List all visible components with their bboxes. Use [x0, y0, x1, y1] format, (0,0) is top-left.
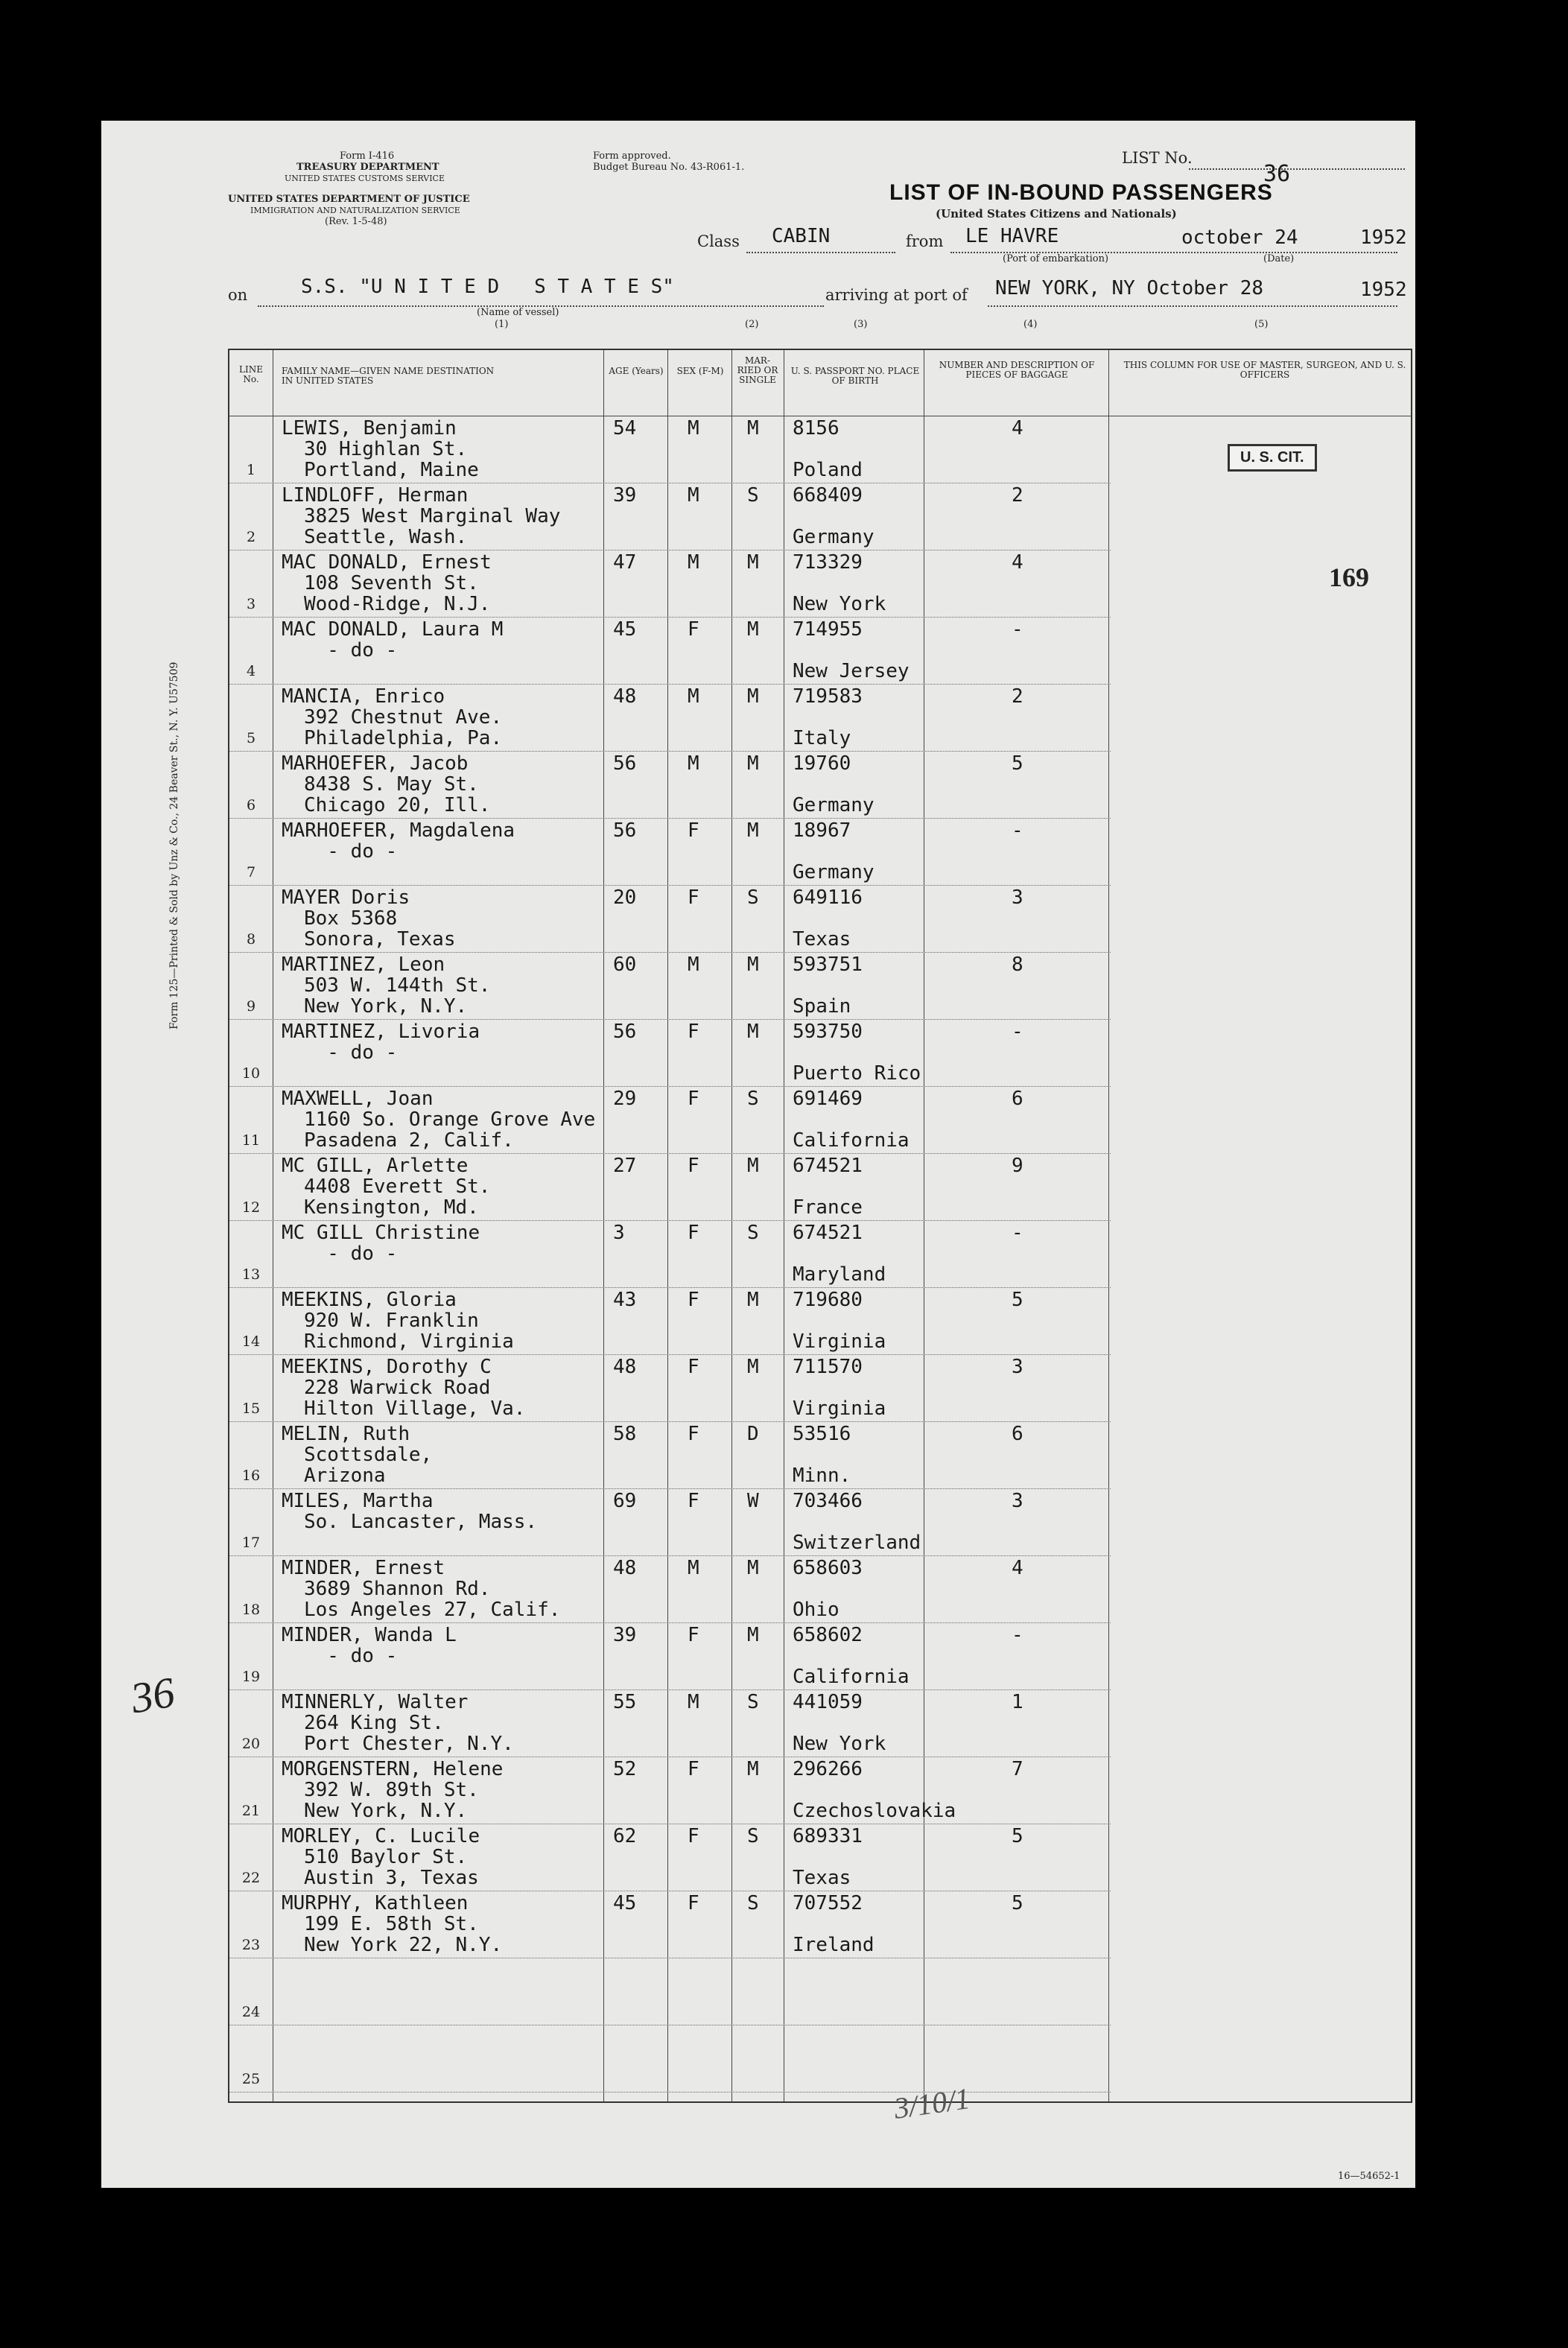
- place-of-birth: Puerto Rico: [793, 1062, 921, 1085]
- passenger-marital-status: D: [747, 1423, 759, 1445]
- row-divider: [229, 1689, 1111, 1690]
- passenger-address: 3689 Shannon Rd.: [304, 1578, 491, 1600]
- passenger-address: - do -: [304, 1243, 398, 1265]
- passenger-name: MURPHY, Kathleen: [282, 1892, 469, 1914]
- passenger-address: 392 Chestnut Ave.: [304, 706, 503, 729]
- passenger-age: 69: [613, 1490, 637, 1512]
- passenger-address: 3825 West Marginal Way: [304, 505, 561, 527]
- place-of-birth: Virginia: [793, 1330, 886, 1353]
- passenger-city: Richmond, Virginia: [304, 1330, 514, 1353]
- embark-year: 1952: [1360, 226, 1407, 249]
- passenger-name: MARHOEFER, Jacob: [282, 752, 469, 775]
- passenger-age: 56: [613, 819, 637, 842]
- form-approved: Form approved.: [593, 150, 671, 162]
- row-divider: [229, 1354, 1111, 1355]
- col-header-line: LINE No.: [239, 364, 263, 384]
- passenger-city: Austin 3, Texas: [304, 1867, 479, 1889]
- col-header-baggage: NUMBER AND DESCRIPTION OF PIECES OF BAGGAGE: [939, 360, 1095, 380]
- row-divider: [229, 1220, 1111, 1221]
- us-citizen-stamp: U. S. CIT.: [1228, 444, 1317, 472]
- passenger-address: - do -: [304, 1041, 398, 1064]
- passenger-marital-status: S: [747, 1222, 759, 1244]
- line-number: 17: [241, 1535, 261, 1551]
- line-number: 15: [241, 1400, 261, 1417]
- vessel-name: S.S. "U N I T E D S T A T E S": [301, 276, 674, 298]
- line-number: 8: [246, 931, 256, 948]
- place-of-birth: New Jersey: [793, 660, 910, 682]
- row-divider: [229, 1153, 1111, 1154]
- line-number: 16: [241, 1468, 261, 1484]
- passenger-address: 30 Highlan St.: [304, 438, 468, 460]
- baggage-count: 7: [1012, 1758, 1023, 1780]
- passenger-marital-status: S: [747, 1892, 759, 1914]
- embark-date: october 24: [1181, 226, 1298, 249]
- vessel-caption: (Name of vessel): [477, 307, 559, 318]
- passenger-name: MINDER, Ernest: [282, 1557, 445, 1579]
- passport-number: 719583: [793, 685, 863, 708]
- dept-justice: UNITED STATES DEPARTMENT OF JUSTICE: [228, 194, 470, 205]
- passport-number: 707552: [793, 1892, 863, 1914]
- passenger-address: - do -: [304, 639, 398, 661]
- passenger-marital-status: M: [747, 1758, 759, 1780]
- baggage-count: 8: [1012, 954, 1023, 976]
- passport-number: 668409: [793, 484, 863, 507]
- dept-ins: IMMIGRATION AND NATURALIZATION SERVICE: [250, 206, 460, 215]
- passenger-city: New York 22, N.Y.: [304, 1934, 503, 1956]
- from-label: from: [906, 232, 944, 250]
- passenger-sex: M: [688, 685, 699, 708]
- passenger-name: MAYER Doris: [282, 886, 410, 909]
- baggage-count: 5: [1012, 1892, 1023, 1914]
- passport-number: 691469: [793, 1088, 863, 1110]
- passenger-age: 60: [613, 954, 637, 976]
- passenger-sex: M: [688, 1691, 699, 1713]
- row-divider: [229, 751, 1111, 752]
- col-header-age: AGE (Years): [609, 366, 664, 376]
- passenger-name: MARTINEZ, Livoria: [282, 1021, 480, 1043]
- passenger-name: LEWIS, Benjamin: [282, 417, 457, 440]
- passport-number: 441059: [793, 1691, 863, 1713]
- line-number: 6: [246, 797, 256, 813]
- passenger-marital-status: M: [747, 618, 759, 641]
- place-of-birth: Germany: [793, 861, 875, 883]
- col-header-passport: U. S. PASSPORT NO. PLACE OF BIRTH: [790, 366, 920, 386]
- passenger-table: [228, 349, 1412, 2103]
- line-number: 10: [241, 1065, 261, 1082]
- passport-number: 719680: [793, 1289, 863, 1311]
- passport-number: 674521: [793, 1222, 863, 1244]
- passenger-name: MORGENSTERN, Helene: [282, 1758, 504, 1780]
- passenger-address: Scottsdale,: [304, 1444, 433, 1466]
- baggage-count: 6: [1012, 1423, 1023, 1445]
- handwritten-note: 3/10/1: [892, 2081, 972, 2125]
- passenger-sex: M: [688, 417, 699, 440]
- line-number: 25: [241, 2071, 261, 2087]
- row-divider: [229, 1287, 1111, 1288]
- passenger-name: MINNERLY, Walter: [282, 1691, 469, 1713]
- passenger-marital-status: M: [747, 551, 759, 574]
- passenger-name: MEEKINS, Gloria: [282, 1289, 457, 1311]
- place-of-birth: Italy: [793, 727, 851, 749]
- passenger-address: 228 Warwick Road: [304, 1377, 491, 1399]
- row-divider: [229, 1421, 1111, 1422]
- passenger-age: 39: [613, 484, 637, 507]
- manifest-subtitle: (United States Citizens and Nationals): [936, 207, 1177, 220]
- passenger-sex: F: [688, 1758, 699, 1780]
- passenger-sex: M: [688, 484, 699, 507]
- place-of-birth: Minn.: [793, 1465, 851, 1487]
- passenger-age: 27: [613, 1155, 637, 1177]
- passenger-sex: F: [688, 1892, 699, 1914]
- passenger-sex: M: [688, 752, 699, 775]
- passenger-city: Seattle, Wash.: [304, 526, 468, 548]
- row-divider: [229, 1555, 1111, 1556]
- passenger-address: 920 W. Franklin: [304, 1310, 479, 1332]
- place-of-birth: Ohio: [793, 1599, 839, 1621]
- passenger-marital-status: M: [747, 1356, 759, 1378]
- passenger-marital-status: M: [747, 1624, 759, 1646]
- row-divider: [229, 818, 1111, 819]
- passenger-address: 510 Baylor St.: [304, 1846, 468, 1868]
- passenger-name: MC GILL Christine: [282, 1222, 480, 1244]
- baggage-count: 6: [1012, 1088, 1023, 1110]
- place-of-birth: Texas: [793, 928, 851, 951]
- passenger-marital-status: M: [747, 685, 759, 708]
- place-of-birth: Texas: [793, 1867, 851, 1889]
- list-no-label: LIST No.: [1122, 149, 1193, 167]
- line-number: 9: [246, 998, 256, 1015]
- passenger-address: 1160 So. Orange Grove Ave: [304, 1108, 596, 1131]
- passport-number: 19760: [793, 752, 851, 775]
- passenger-age: 52: [613, 1758, 637, 1780]
- form-number: Form I-416: [340, 150, 395, 162]
- class-value: CABIN: [772, 225, 831, 247]
- baggage-count: 3: [1012, 1490, 1023, 1512]
- passenger-age: 62: [613, 1825, 637, 1847]
- place-of-birth: Spain: [793, 995, 851, 1018]
- passenger-age: 58: [613, 1423, 637, 1445]
- passenger-name: LINDLOFF, Herman: [282, 484, 469, 507]
- passenger-age: 56: [613, 752, 637, 775]
- passenger-age: 43: [613, 1289, 637, 1311]
- place-of-birth: Poland: [793, 459, 863, 481]
- passenger-name: MAXWELL, Joan: [282, 1088, 434, 1110]
- form-revision: (Rev. 1-5-48): [325, 216, 387, 227]
- passenger-city: Los Angeles 27, Calif.: [304, 1599, 561, 1621]
- line-number: 4: [246, 663, 256, 679]
- passenger-name: MARTINEZ, Leon: [282, 954, 445, 976]
- footer-code: 16—54652-1: [1338, 2171, 1400, 2182]
- passenger-name: MANCIA, Enrico: [282, 685, 445, 708]
- passenger-age: 39: [613, 1624, 637, 1646]
- col-number: (2): [745, 319, 759, 330]
- passenger-address: - do -: [304, 840, 398, 863]
- passenger-marital-status: M: [747, 752, 759, 775]
- on-label: on: [228, 286, 248, 304]
- passport-number: 658603: [793, 1557, 863, 1579]
- baggage-count: 1: [1012, 1691, 1023, 1713]
- passport-number: 593751: [793, 954, 863, 976]
- line-number: 1: [246, 462, 256, 478]
- baggage-count: -: [1012, 819, 1023, 842]
- arriving-label: arriving at port of: [825, 286, 968, 304]
- passenger-city: Port Chester, N.Y.: [304, 1733, 514, 1755]
- passenger-sex: M: [688, 954, 699, 976]
- passport-number: 714955: [793, 618, 863, 641]
- arrival-line: [988, 305, 1397, 307]
- passenger-address: 8438 S. May St.: [304, 773, 479, 796]
- passport-number: 296266: [793, 1758, 863, 1780]
- baggage-count: 2: [1012, 484, 1023, 507]
- passenger-sex: F: [688, 1155, 699, 1177]
- passenger-city: New York, N.Y.: [304, 1800, 468, 1822]
- passenger-name: MEEKINS, Dorothy C: [282, 1356, 492, 1378]
- col-header-name: FAMILY NAME—GIVEN NAME DESTINATION IN UNITED STATES: [282, 366, 495, 386]
- passenger-city: Sonora, Texas: [304, 928, 456, 951]
- line-number: 7: [246, 864, 256, 880]
- passenger-name: MAC DONALD, Ernest: [282, 551, 492, 574]
- passenger-city: Philadelphia, Pa.: [304, 727, 503, 749]
- line-number: 20: [241, 1736, 261, 1752]
- passport-number: 593750: [793, 1021, 863, 1043]
- row-divider: [229, 1622, 1111, 1623]
- passenger-name: MINDER, Wanda L: [282, 1624, 457, 1646]
- baggage-count: 4: [1012, 551, 1023, 574]
- passenger-marital-status: S: [747, 1088, 759, 1110]
- passenger-city: Wood-Ridge, N.J.: [304, 593, 491, 615]
- row-divider: [229, 617, 1111, 618]
- passenger-sex: M: [688, 551, 699, 574]
- passenger-sex: M: [688, 1557, 699, 1579]
- baggage-count: 4: [1012, 417, 1023, 440]
- place-of-birth: France: [793, 1196, 863, 1219]
- list-no-line: [1189, 168, 1405, 170]
- passport-number: 703466: [793, 1490, 863, 1512]
- arrival-port: NEW YORK, NY October 28: [995, 277, 1264, 299]
- passenger-city: Pasadena 2, Calif.: [304, 1129, 514, 1152]
- passenger-address: 264 King St.: [304, 1712, 444, 1734]
- margin-mark: 36: [127, 1667, 179, 1723]
- line-number: 3: [246, 596, 256, 612]
- passenger-age: 45: [613, 1892, 637, 1914]
- officer-annotation-number: 169: [1329, 562, 1369, 592]
- passenger-sex: F: [688, 1289, 699, 1311]
- printer-side-text: Form 125—Printed & Sold by Unz & Co., 24 Beaver St., N. Y. U57509: [168, 661, 180, 1029]
- line-number: 13: [241, 1266, 261, 1283]
- passenger-age: 3: [613, 1222, 625, 1244]
- passport-number: 649116: [793, 886, 863, 909]
- passport-number: 658602: [793, 1624, 863, 1646]
- budget-bureau-no: Budget Bureau No. 43-R061-1.: [593, 162, 745, 173]
- col-header-officers: THIS COLUMN FOR USE OF MASTER, SURGEON, AND U. S. OFFICERS: [1123, 360, 1406, 380]
- passenger-city: Kensington, Md.: [304, 1196, 479, 1219]
- passenger-name: MELIN, Ruth: [282, 1423, 410, 1445]
- line-number: 22: [241, 1870, 261, 1886]
- passport-number: 711570: [793, 1356, 863, 1378]
- passenger-name: MAC DONALD, Laura M: [282, 618, 504, 641]
- place-of-birth: New York: [793, 593, 886, 615]
- col-number: (3): [854, 319, 868, 330]
- col-number: (1): [495, 319, 509, 330]
- class-label: Class: [697, 232, 740, 250]
- passenger-marital-status: S: [747, 886, 759, 909]
- col-header-married: MAR-RIED OR SINGLE: [737, 355, 778, 385]
- list-no-value: 36: [1263, 161, 1291, 187]
- baggage-count: 5: [1012, 1825, 1023, 1847]
- row-divider: [229, 1086, 1111, 1087]
- passenger-sex: F: [688, 1021, 699, 1043]
- passenger-sex: F: [688, 1423, 699, 1445]
- baggage-count: 2: [1012, 685, 1023, 708]
- baggage-count: -: [1012, 1624, 1023, 1646]
- passport-number: 18967: [793, 819, 851, 842]
- baggage-count: -: [1012, 1222, 1023, 1244]
- passport-number: 8156: [793, 417, 839, 440]
- row-divider: [229, 952, 1111, 953]
- col-number: (4): [1023, 319, 1038, 330]
- baggage-count: 5: [1012, 752, 1023, 775]
- line-number: 18: [241, 1602, 261, 1618]
- passenger-marital-status: M: [747, 1155, 759, 1177]
- passenger-sex: F: [688, 886, 699, 909]
- place-of-birth: Germany: [793, 794, 875, 816]
- line-number: 5: [246, 730, 256, 746]
- dept-customs: UNITED STATES CUSTOMS SERVICE: [285, 174, 445, 183]
- passenger-sex: F: [688, 1624, 699, 1646]
- row-divider: [229, 684, 1111, 685]
- class-line: [746, 252, 895, 253]
- place-of-birth: California: [793, 1666, 910, 1688]
- passenger-address: So. Lancaster, Mass.: [304, 1511, 538, 1533]
- passenger-age: 55: [613, 1691, 637, 1713]
- baggage-count: 9: [1012, 1155, 1023, 1177]
- place-of-birth: California: [793, 1129, 910, 1152]
- place-of-birth: Maryland: [793, 1263, 886, 1286]
- passenger-sex: F: [688, 618, 699, 641]
- place-of-birth: Virginia: [793, 1397, 886, 1420]
- col-number: (5): [1254, 319, 1269, 330]
- passenger-sex: F: [688, 819, 699, 842]
- passenger-marital-status: M: [747, 1021, 759, 1043]
- passport-number: 674521: [793, 1155, 863, 1177]
- passenger-age: 29: [613, 1088, 637, 1110]
- passenger-marital-status: S: [747, 1691, 759, 1713]
- baggage-count: 5: [1012, 1289, 1023, 1311]
- passenger-marital-status: M: [747, 1289, 759, 1311]
- date-caption: (Date): [1263, 253, 1295, 264]
- passenger-marital-status: M: [747, 1557, 759, 1579]
- line-number: 19: [241, 1669, 261, 1685]
- passenger-marital-status: S: [747, 1825, 759, 1847]
- row-divider: [229, 1488, 1111, 1489]
- baggage-count: -: [1012, 618, 1023, 641]
- passenger-marital-status: M: [747, 954, 759, 976]
- passenger-manifest-page: [101, 121, 1415, 2188]
- passenger-sex: F: [688, 1088, 699, 1110]
- row-divider: [229, 885, 1111, 886]
- passenger-city: New York, N.Y.: [304, 995, 468, 1018]
- passport-number: 689331: [793, 1825, 863, 1847]
- passenger-marital-status: M: [747, 819, 759, 842]
- passenger-address: 108 Seventh St.: [304, 572, 479, 594]
- passenger-city: Chicago 20, Ill.: [304, 794, 491, 816]
- manifest-title: LIST OF IN-BOUND PASSENGERS: [889, 180, 1273, 205]
- row-divider: [229, 1019, 1111, 1020]
- baggage-count: 3: [1012, 1356, 1023, 1378]
- passenger-age: 47: [613, 551, 637, 574]
- arrival-year: 1952: [1360, 279, 1407, 301]
- passenger-name: MC GILL, Arlette: [282, 1155, 469, 1177]
- col-header-sex: SEX (F-M): [676, 366, 724, 376]
- baggage-count: -: [1012, 1021, 1023, 1043]
- passenger-address: 4408 Everett St.: [304, 1175, 491, 1198]
- place-of-birth: Germany: [793, 526, 875, 548]
- passenger-sex: F: [688, 1222, 699, 1244]
- passenger-address: 503 W. 144th St.: [304, 974, 491, 997]
- passenger-marital-status: M: [747, 417, 759, 440]
- baggage-count: 3: [1012, 886, 1023, 909]
- line-number: 12: [241, 1199, 261, 1216]
- place-of-birth: Switzerland: [793, 1532, 921, 1554]
- passenger-age: 45: [613, 618, 637, 641]
- passenger-city: Hilton Village, Va.: [304, 1397, 526, 1420]
- passenger-age: 56: [613, 1021, 637, 1043]
- passenger-address: - do -: [304, 1645, 398, 1667]
- line-number: 11: [241, 1132, 261, 1149]
- baggage-count: 4: [1012, 1557, 1023, 1579]
- port-embarkation: LE HAVRE: [965, 225, 1059, 247]
- line-number: 21: [241, 1803, 261, 1819]
- passenger-age: 54: [613, 417, 637, 440]
- passenger-sex: F: [688, 1825, 699, 1847]
- passenger-address: 392 W. 89th St.: [304, 1779, 479, 1801]
- passenger-address: 199 E. 58th St.: [304, 1913, 479, 1935]
- passenger-name: MORLEY, C. Lucile: [282, 1825, 480, 1847]
- passenger-age: 20: [613, 886, 637, 909]
- passenger-sex: F: [688, 1490, 699, 1512]
- place-of-birth: Czechoslovakia: [793, 1800, 956, 1822]
- passenger-name: MARHOEFER, Magdalena: [282, 819, 515, 842]
- passenger-city: Portland, Maine: [304, 459, 479, 481]
- passenger-age: 48: [613, 1557, 637, 1579]
- passenger-age: 48: [613, 1356, 637, 1378]
- passenger-marital-status: S: [747, 484, 759, 507]
- line-number: 24: [241, 2004, 261, 2020]
- line-number: 14: [241, 1333, 261, 1350]
- place-of-birth: New York: [793, 1733, 886, 1755]
- passenger-age: 48: [613, 685, 637, 708]
- passenger-address: Box 5368: [304, 907, 398, 930]
- passenger-city: Arizona: [304, 1465, 386, 1487]
- passenger-marital-status: W: [747, 1490, 759, 1512]
- dept-treasury: TREASURY DEPARTMENT: [296, 162, 439, 173]
- passport-number: 53516: [793, 1423, 851, 1445]
- passenger-sex: F: [688, 1356, 699, 1378]
- line-number: 2: [246, 529, 256, 545]
- port-embarkation-caption: (Port of embarkation): [1003, 253, 1109, 264]
- passenger-name: MILES, Martha: [282, 1490, 434, 1512]
- line-number: 23: [241, 1937, 261, 1953]
- passport-number: 713329: [793, 551, 863, 574]
- place-of-birth: Ireland: [793, 1934, 875, 1956]
